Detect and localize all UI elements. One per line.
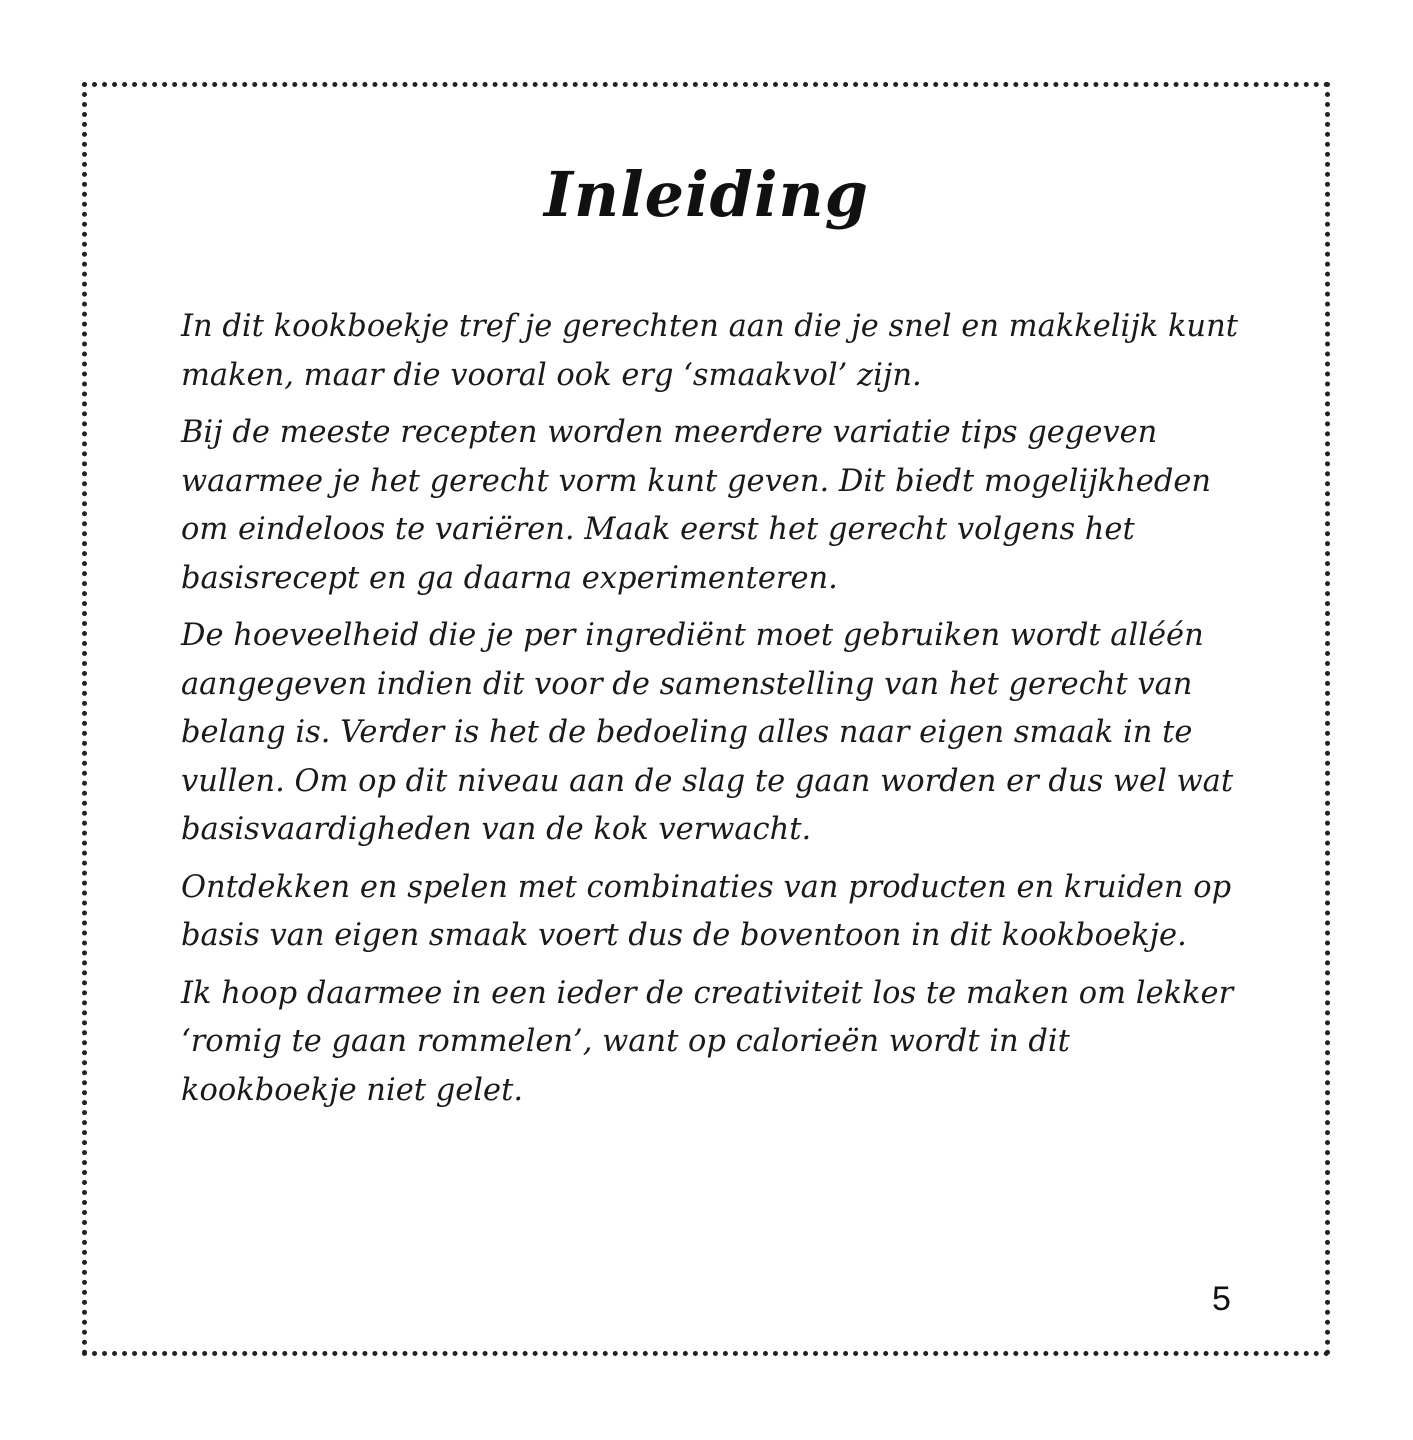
page-number: 5 (1212, 1280, 1231, 1318)
paragraph: In dit kookboekje tref je gerechten aan die je snel en makkelijk kunt maken, maar die vooral ook erg ‘smaakvol’ zijn. (181, 309, 1238, 393)
paragraph: Ontdekken en spelen met combinaties van producten en kruiden op basis van eigen smaak voert dus de boventoon in dit kookboekje. (181, 869, 1232, 953)
intro-body (181, 303, 1241, 1124)
paragraph: Bij de meeste recepten worden meerdere variatie tips gegeven waarmee je het gerecht vorm kunt geven. Dit biedt mogelijkheden om eindeloos te variëren. Maak eerst het gerecht volgens het basisrecept en ga daarna experimenteren. (181, 415, 1212, 596)
paragraph: Ik hoop daarmee in een ieder de creativiteit los te maken om lekker ‘romig te gaan rommelen’, want op calorieën wordt in dit kookboekje niet gelet. (181, 975, 1234, 1108)
paragraph: De hoeveelheid die je per ingrediënt moet gebruiken wordt alléén aangegeven indien dit voor de samenstelling van het gerecht van belang is. Verder is het de bedoeling alles naar eigen smaak in te vullen. Om op dit niveau aan de slag te gaan worden er dus wel wat basisvaardigheden van de kok verwacht. (181, 618, 1234, 847)
page-title: Inleiding (544, 158, 869, 231)
